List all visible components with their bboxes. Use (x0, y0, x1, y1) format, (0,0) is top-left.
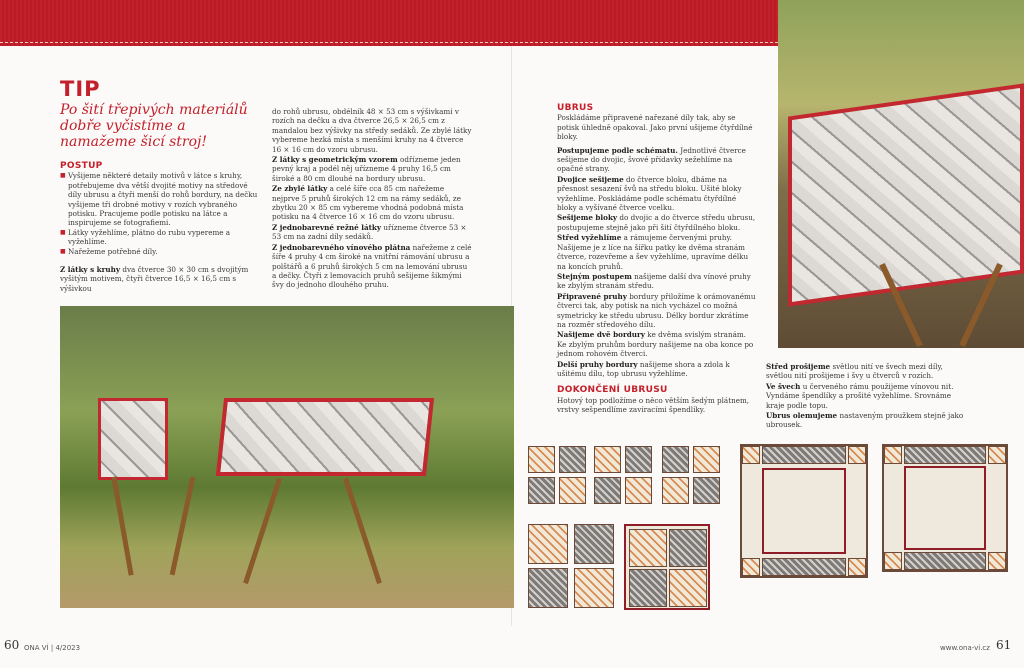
ubrus-paragraph: Delší pruhy bordury našijeme shora a zdola k ušitému dílu, top ubrusu vyžehlíme. (557, 359, 730, 378)
quilt-block (528, 568, 568, 608)
quilt-block (574, 524, 614, 564)
quilt-block (629, 569, 667, 607)
chair-leg (111, 476, 133, 575)
ubrus-intro: Poskládáme připravené nařezané díly tak, aby se potisk úhledně opakoval. Jako první ušijeme čtyřdílné bloky. (557, 113, 753, 142)
quilt-corner (988, 552, 1006, 570)
quilt-layout-final (882, 444, 1008, 572)
quilt-block (669, 529, 707, 567)
cutting-paragraph: Z jednobarevné režné látky uřízneme čtverce 53 × 53 cm na zadní díly sedáků. (272, 222, 467, 242)
chair-leg (170, 477, 196, 576)
tablecloth (788, 83, 1024, 306)
dokonceni-text: Hotový top podložíme o něco větším šedým plátnem, vrstvy sešpendlíme zavíracími špendlíky. (557, 395, 750, 415)
cutting-paragraph: Z jednobarevného vínového plátna nařežeme z celé šíře 4 pruhy 4 cm široké na vnitřní rámování ubrusu a polštářů a 6 pruhů širokých 5 cm na lemování ubrusu a dečky. Čtyři z lemovacích pruhů sešijeme šikmými švy do jednoho dlouhého pruhu. (272, 242, 472, 290)
ubrus-paragraph: Stejným postupem našijeme další dva vínové pruhy ke zbylým stranám středu. (557, 271, 751, 291)
quilt-block (693, 446, 720, 473)
quilt-corner (742, 446, 760, 464)
quilting-paragraph: Ve švech u červeného rámu použijeme vínovou nit. Vyndáme špendlíky a prošité vyžehlíme. Srovnáme kraje podle topu. (766, 381, 954, 410)
quilting-paragraph: Ubrus olemujeme nastaveným proužkem stejně jako ubrousek. (766, 411, 964, 430)
table-leg (343, 478, 382, 584)
quilting-paragraph: Střed prošijeme světlou nití ve švech mezi díly, světlou nití prošijeme i švy u čtverců v rozích. (766, 362, 943, 381)
folio-left: ONA VÍ | 4/2023 (24, 644, 81, 652)
postup-bullet: ■ Látky vyžehlíme, plátno do rubu vypereme a vyžehlíme. (60, 228, 260, 247)
quilt-corner (988, 446, 1006, 464)
ubrus-paragraph: Našijeme dvě bordury ke dvěma svislým stranám. Ke zbylým pruhům bordury našijeme na oba konce po jednom rohovém čtverci. (557, 330, 754, 359)
quilt-corner (884, 446, 902, 464)
tip-subtitle: Po šití třepivých materiálů dobře vyčistíme a namažeme šicí stroj! (60, 102, 248, 150)
quilting-column (766, 362, 966, 431)
quilt-block (594, 446, 621, 473)
ubrus-paragraph: Dvojice sešijeme do čtverce bloku, dbáme na přesnost sesazení švů na středu bloku. Ušité bloky vyžehlíme. Poskládáme podle schématu čtyřdílné bloky a vyšívané čtverce vcelku. (557, 174, 742, 213)
quilt-block (594, 477, 621, 504)
garden-photo (60, 306, 514, 608)
quilt-block (559, 446, 586, 473)
quilt-corner (742, 558, 760, 576)
quilt-block (662, 446, 689, 473)
quilt-center-framed (624, 524, 710, 610)
quilt-block (528, 524, 568, 564)
red-fabric-band (0, 0, 778, 46)
ubrus-paragraph: Postupujeme podle schématu. Jednotlivé čtverce sešijeme do dvojic, švové přídavky sežehlíme na opačné strany. (557, 145, 746, 174)
folio-url: www.ona-vi.cz (940, 644, 990, 652)
quilt-center-framed (762, 468, 846, 554)
quilt-block (528, 477, 555, 504)
postup-column (60, 162, 260, 294)
quilt-block (625, 477, 652, 504)
kruhy-paragraph: Z látky s kruhy dva čtverce 30 × 30 cm s dvojitým vyšitým motivem, čtyři čtverce 16,5 × 16,5 cm s výšivkou (60, 265, 249, 293)
tablecloth (216, 398, 434, 476)
ubrus-column (557, 104, 757, 416)
quilt-border-strip (904, 446, 986, 464)
quilt-block (574, 568, 614, 608)
dokonceni-heading: DOKONČENÍ UBRUSU (557, 385, 668, 396)
quilt-border-strip (904, 552, 986, 570)
quilt-block (528, 446, 555, 473)
tip-title: TIP (60, 77, 101, 101)
ubrus-paragraph: Střed vyžehlíme a rámujeme červenými pruhy. Našijeme je z líce na šířku patky ke dvěma stranám čtverce, rozevřeme a šev vyžehlíme, upravíme délku na koncích pruhů. (557, 233, 749, 271)
postup-bullet: ■ Nařežeme potřebné díly. (60, 247, 260, 256)
quilt-layout-borders (740, 444, 868, 578)
cushion (98, 398, 168, 480)
cutting-paragraph: do rohů ubrusu, obdélník 48 × 53 cm s výšivkami v rozích na dečku a dva čtverce 26,5 × 26,5 cm z mandalou bez výšivky na středy sedáků. Ze zbylé látky vybereme hezká místa s menšími kruhy na 4 čtverce 16 × 16 cm do vzoru ubrusu. (272, 107, 472, 154)
quilt-diagrams (528, 444, 1008, 614)
quilt-center-framed (904, 466, 986, 550)
quilt-block (629, 529, 667, 567)
ubrus-paragraph: Sešijeme bloky do dvojic a do čtverce středu ubrusu, postupujeme stejně jako při šití čtyřdílného bloku. (557, 213, 756, 232)
cutting-paragraph: Ze zbylé látky a celé šíře cca 85 cm nařežeme nejprve 5 pruhů širokých 12 cm na rámy sedáků, ze zbytku 20 × 85 cm vybereme vhodná podobná místa potisku na 4 čtverce 16 × 16 cm do vzoru ubrusu. (272, 184, 464, 222)
table-leg (243, 478, 282, 584)
quilt-block (669, 569, 707, 607)
quilt-border-strip (762, 446, 846, 464)
table-photo (778, 0, 1024, 348)
quilt-block (693, 477, 720, 504)
postup-bullet: ■ Vyšijeme některé detaily motivů v látce s kruhy, potřebujeme dva větší dvojité motivy na středové díly ubrusu a čtyři menší do rohů bordury, na dečku vyšijeme tři drobné motivy v rozích vybraného potisku. Pracujeme podle potisku na látce a inspirujeme se fotografiemi. (60, 171, 260, 227)
quilt-corner (848, 446, 866, 464)
postup-heading: POSTUP (60, 161, 103, 171)
quilt-border-strip (762, 558, 846, 576)
page-number-left: 60 (4, 638, 20, 652)
quilt-block (559, 477, 586, 504)
quilt-block (625, 446, 652, 473)
ubrus-paragraph: Připravené pruhy bordury přiložíme k orámovanému čtverci tak, aby potisk na nich vycházel co možná symetricky ke středu ubrusu. Délky bordur zkrátíme na rozměr středového dílu. (557, 291, 756, 329)
quilt-corner (884, 552, 902, 570)
cutting-column (272, 107, 472, 291)
ubrus-heading: UBRUS (557, 103, 594, 113)
cutting-paragraph: Z látky s geometrickým vzorem odřízneme jeden pevný kraj a podél něj uřízneme 4 pruhy 16,5 cm široké a 80 cm dlouhé na bordury ubrusu. (272, 155, 461, 183)
quilt-block (662, 477, 689, 504)
postup-list (60, 171, 260, 256)
quilt-corner (848, 558, 866, 576)
page-number-right: 61 (996, 638, 1012, 652)
